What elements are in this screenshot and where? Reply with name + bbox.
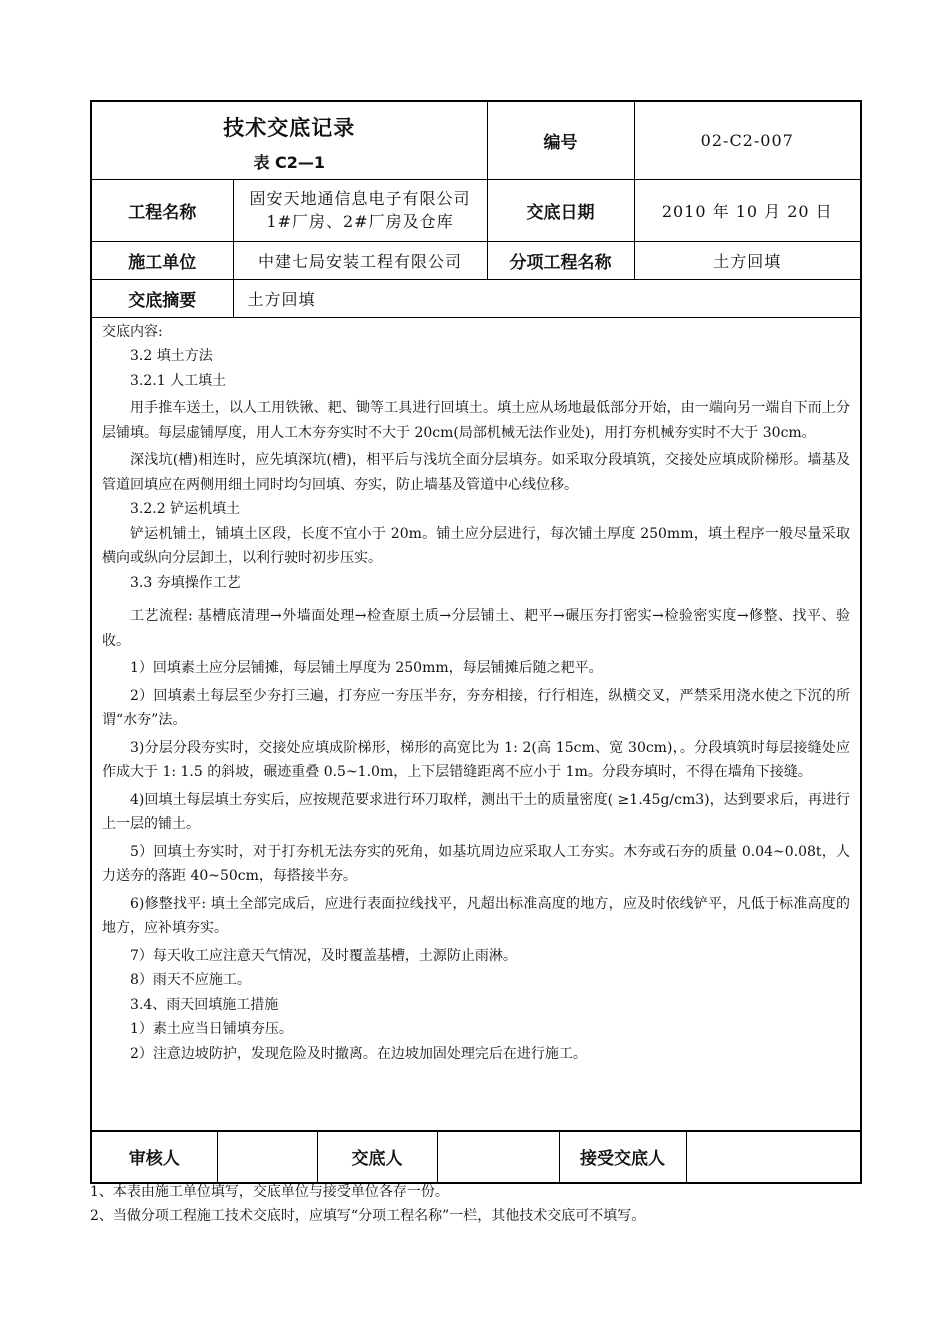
- form-code-text: 表 C2—1: [253, 152, 326, 172]
- content-paragraph: 1）素土应当日铺填夯压。: [130, 1021, 293, 1037]
- content-paragraph: 3.3 夯填操作工艺: [130, 574, 241, 591]
- record-grid: [90, 100, 860, 1184]
- content-paragraph: 5）回填土夯实时，对于打夯机无法夯实的死角，如基坑周边应采取人工夯实。木夯或石夯的质量 0.04~0.08t，人力送夯的落距 40~50cm，每搭接半夯。: [102, 843, 850, 884]
- receiver-label: 接受交底人: [559, 1131, 686, 1183]
- signature-table: [90, 1131, 862, 1185]
- summary-value: 土方回填: [233, 279, 861, 317]
- content-paragraph: 1）回填素土应分层铺摊，每层铺土厚度为 250mm，每层铺摊后随之耙平。: [130, 660, 603, 676]
- content-paragraph: 2）注意边坡防护，发现危险及时撤离。在边坡加固处理完后在进行施工。: [130, 1045, 587, 1062]
- content-paragraph: 3.2.2 铲运机填土: [130, 501, 241, 517]
- construction-unit-value: 中建七局安装工程有限公司: [233, 241, 487, 279]
- content-paragraph: 3.2 填土方法: [130, 348, 213, 364]
- reviewer-field[interactable]: [217, 1131, 317, 1183]
- footnote-1: 1、本表由施工单位填写，交底单位与接受单位各存一份。: [90, 1184, 449, 1200]
- sub-project-label: 分项工程名称: [487, 241, 634, 279]
- title-block: [91, 101, 487, 179]
- date-label: 交底日期: [487, 179, 634, 241]
- content-paragraph: 3.2.1 人工填土: [130, 372, 227, 389]
- record-main-table: [90, 100, 862, 1132]
- form-title-text: 技术交底记录: [223, 115, 356, 140]
- content-intro: 交底内容:: [102, 323, 163, 340]
- content-cell: [91, 317, 861, 1131]
- content-paragraph: 用手推车送土，以人工用铁锹、耙、锄等工具进行回填土。填土应从场地最低部分开始，由一端向另一端自下而上分层铺填。每层虚铺厚度，用人工木夯夯实时不大于 20cm(局部机械无法作业处)，用打夯机械夯实时不大于 30cm。: [102, 400, 850, 441]
- presenter-label: 交底人: [317, 1131, 437, 1183]
- content-paragraph: 2）回填素土每层至少夯打三遍，打夯应一夯压半夯，夯夯相接，行行相连，纵横交叉，严禁采用浇水使之下沉的所谓“水夯”法。: [102, 687, 850, 728]
- content-paragraph: 3.4、雨天回填施工措施: [130, 996, 279, 1013]
- date-value: 2010 年 10 月 20 日: [634, 179, 861, 241]
- project-name-value: 固安天地通信息电子有限公司 1#厂房、2#厂房及仓库: [233, 179, 487, 241]
- content-paragraph: 工艺流程: 基槽底清理→外墙面处理→检查原土质→分层铺土、耙平→碾压夯打密实→检验密实度→修整、找平、验收。: [102, 608, 850, 649]
- footnote-2: 2、当做分项工程施工技术交底时，应填写“分项工程名称”一栏，其他技术交底可不填写。: [90, 1208, 646, 1224]
- content-paragraph: 铲运机铺土，铺填土区段，长度不宜小于 20m。铺土应分层进行，每次铺土厚度 250mm，填土程序一般尽量采取横向或纵向分层卸土，以利行驶时初步压实。: [102, 525, 850, 566]
- footnotes: [90, 1180, 870, 1228]
- content-paragraph: 7）每天收工应注意天气情况，及时覆盖基槽，土源防止雨淋。: [130, 947, 517, 964]
- content-paragraph: 深浅坑(槽)相连时，应先填深坑(槽)，相平后与浅坑全面分层填夯。如采取分段填筑，交接处应填成阶梯形。墙基及管道回填应在两侧用细土同时均匀回填、夯实，防止墙基及管道中心线位移。: [102, 452, 850, 493]
- reviewer-label: 审核人: [91, 1131, 217, 1183]
- summary-label: 交底摘要: [91, 279, 233, 317]
- receiver-field[interactable]: [686, 1131, 861, 1183]
- project-name-label: 工程名称: [91, 179, 233, 241]
- content-paragraph: 6)修整找平: 填土全部完成后，应进行表面拉线找平，凡超出标准高度的地方，应及时依线铲平，凡低于标准高度的地方，应补填夯实。: [102, 895, 850, 936]
- content-paragraph: 4)回填土每层填土夯实后，应按规范要求进行环刀取样，测出干土的质量密度( ≥1.45g/cm3)，达到要求后，再进行上一层的铺土。: [102, 791, 850, 832]
- presenter-field[interactable]: [437, 1131, 559, 1183]
- content-paragraph: 3)分层分段夯实时，交接处应填成阶梯形，梯形的高宽比为 1: 2(高 15cm、宽 30cm)，。分段填筑时每层接缝处应作成大于 1: 1.5 的斜坡，碾迹重叠 0.5~1.0m，上下层错缝距离不应小于 1m。分段夯填时，不得在墙角下接缝。: [102, 739, 850, 780]
- sub-project-value: 土方回填: [634, 241, 861, 279]
- content-paragraph: 8）雨天不应施工。: [130, 972, 251, 988]
- number-value-cell: 02-C2-007: [634, 101, 861, 179]
- number-label-cell: 编号: [487, 101, 634, 179]
- construction-unit-label: 施工单位: [91, 241, 233, 279]
